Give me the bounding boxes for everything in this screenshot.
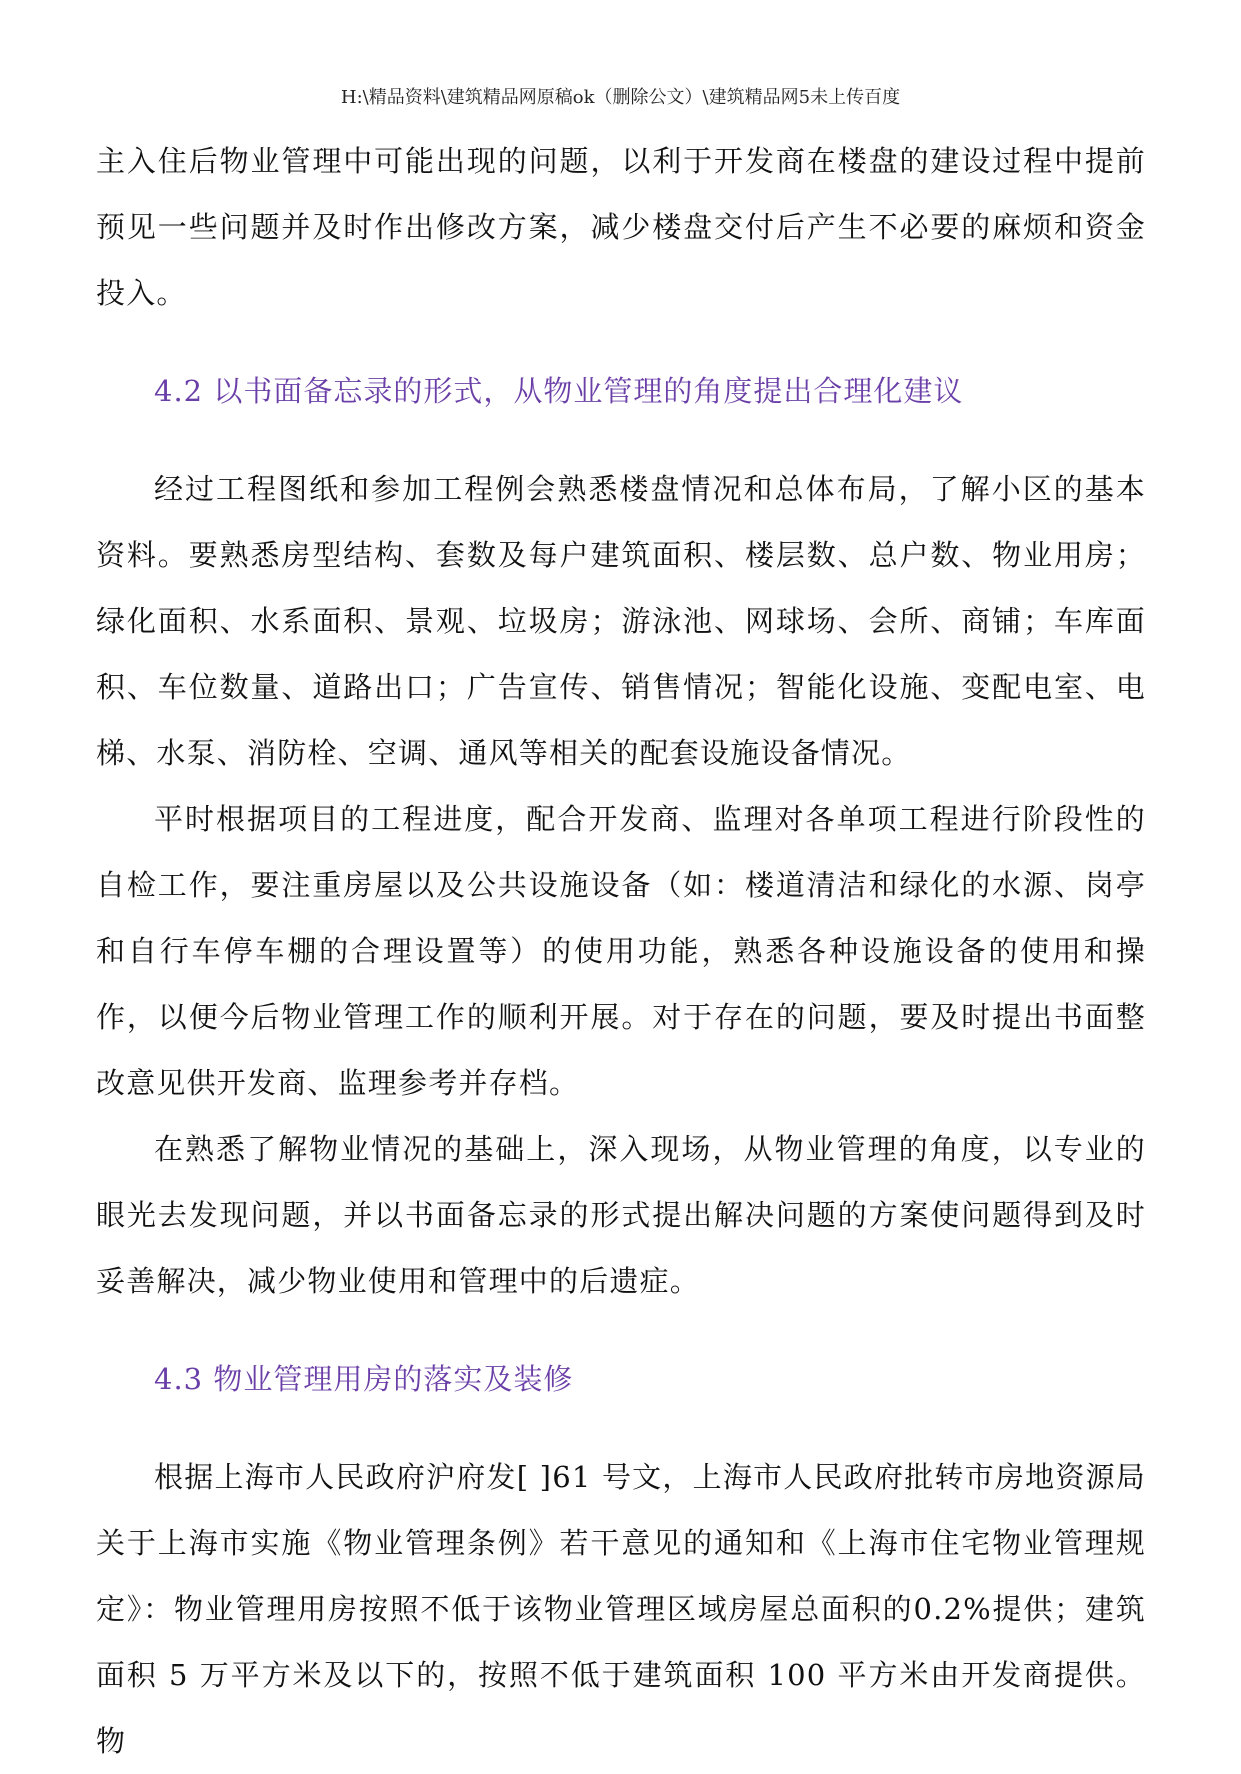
paragraph-intro-continuation: 主入住后物业管理中可能出现的问题，以利于开发商在楼盘的建设过程中提前预见一些问题并及时作出修改方案，减少楼盘交付后产生不必要的麻烦和资金投入。 — [96, 144, 1146, 310]
paragraph-property-familiarization: 经过工程图纸和参加工程例会熟悉楼盘情况和总体布局，了解小区的基本资料。要熟悉房型结构、套数及每户建筑面积、楼层数、总户数、物业用房；绿化面积、水系面积、景观、垃圾房；游泳池、网球场、会所、商铺；车库面积、车位数量、道路出口；广告宣传、销售情况；智能化设施、变配电室、电梯、水泵、消防栓、空调、通风等相关的配套设施设备情况。 — [96, 472, 1146, 770]
page-header-path: H:\精品资料\建筑精品网原稿ok（删除公文）\建筑精品网5未上传百度 — [340, 87, 901, 108]
paragraph-progress-inspection: 平时根据项目的工程进度，配合开发商、监理对各单项工程进行阶段性的自检工作，要注重房屋以及公共设施设备（如：楼道清洁和绿化的水源、岗亭和自行车停车棚的合理设置等）的使用功能，熟悉各种设施设备的使用和操作，以便今后物业管理工作的顺利开展。对于存在的问题，要及时提出书面整改意见供开发商、监理参考并存档。 — [96, 802, 1146, 1100]
section-heading-4-3: 4.3 物业管理用房的落实及装修 — [154, 1362, 574, 1396]
section-heading-4-2: 4.2 以书面备忘录的形式，从物业管理的角度提出合理化建议 — [154, 374, 964, 408]
paragraph-management-housing-regulation: 根据上海市人民政府沪府发[ ]61 号文，上海市人民政府批转市房地资源局关于上海市实施《物业管理条例》若干意见的通知和《上海市住宅物业管理规定》：物业管理用房按照不低于该物业管理区域房屋总面积的0.2%提供；建筑面积 5 万平方米及以下的，按照不低于建筑面积 100 平方米由开发商提供。物 — [96, 1460, 1146, 1758]
document-body — [96, 128, 1146, 1774]
paragraph-memo-solutions: 在熟悉了解物业情况的基础上，深入现场，从物业管理的角度，以专业的眼光去发现问题，并以书面备忘录的形式提出解决问题的方案使问题得到及时妥善解决，减少物业使用和管理中的后遗症。 — [96, 1132, 1146, 1298]
